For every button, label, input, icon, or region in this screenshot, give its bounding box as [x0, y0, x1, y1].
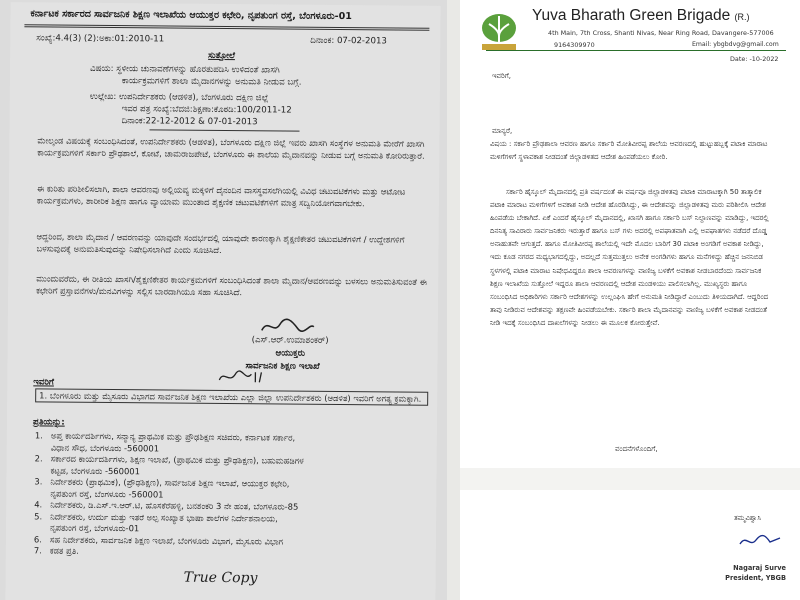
president-signature [738, 532, 782, 550]
list-item: ನೃಪತುಂಗ ರಸ್ತೆ, ಬೆಂಗಳೂರು-01 [49, 522, 140, 534]
org-phone: 9164309970 [554, 41, 595, 49]
signatory-department: ಸಾರ್ವಜನಿಕ ಶಿಕ್ಷಣ ಇಲಾಖೆ [245, 361, 320, 372]
signer-name: Nagaraj Surve [733, 564, 786, 572]
reference-line-3: ದಿನಾಂಕ:22-12-2012 & 07-01-2013 [121, 116, 258, 128]
paragraph-1: ಮೇಲ್ಕಂಡ ವಿಷಯಕ್ಕೆ ಸಂಬಂಧಿಸಿದಂತೆ, ಉಪನಿರ್ದೇಶಕರು (ಆಡಳಿತ), ಬೆಂಗಳೂರು ದಕ್ಷಿಣ ಜಿಲ್ಲೆ ಇವರು ಖಾಸಗಿ ಸಂಸ್ಥೆಗಳ ಅನುಮತಿ ಮೇರೆಗೆ ಖಾಸಗಿ ಕಾರ್ಯಕ್ರಮಗಳಿಗೆ ಸರ್ಕಾರಿ ಪ್ರೌಢಶಾಲೆ, ಕೋಟೆ, ಚಾಮರಾಜಪೇಟೆ, ಬೆಂಗಳೂರು ಈ ಶಾಲೆಯ ಮೈದಾನವನ್ನು ನೀಡುವ ಬಗ್ಗೆ ಅನುಮತಿ ಕೋರಿರುತ್ತಾರೆ. [37, 135, 425, 161]
list-item: 3. ನಿರ್ದೇಶಕರು (ಪ್ರಾಥಮಿಕ), (ಪ್ರೌಢಶಿಕ್ಷಣ), ಸಾರ್ವಜನಿಕ ಶಿಕ್ಷಣ ಇಲಾಖೆ, ಆಯುಕ್ತರ ಕಛೇರಿ, [34, 476, 290, 489]
to-label: ಇವರಿಗೆ [33, 377, 54, 388]
letterhead-rule [486, 50, 786, 51]
list-item: ನೃಪತುಂಗ ರಸ್ತೆ, ಬೆಂಗಳೂರು -560001 [50, 488, 164, 499]
salutation: ಮಾನ್ಯರೆ, [492, 127, 513, 135]
signer-title: President, YBGB [725, 574, 786, 582]
letter-signature-page [460, 490, 800, 600]
list-item: ಕಟ್ಟಡ, ಬೆಂಗಳೂರು -560001 [50, 465, 141, 476]
circular-header: ಕರ್ನಾಟಕ ಸರ್ಕಾರದ ಸಾರ್ವಜನಿಕ ಶಿಕ್ಷಣ ಇಲಾಖೆಯ ಆಯುಕ್ತರ ಕಛೇರಿ, ನೃಪತುಂಗ ರಸ್ತೆ, ಬೆಂಗಳೂರು-01 [30, 8, 352, 23]
subject-line-2: ಕಾರ್ಯಕ್ರಮಗಳಿಗೆ ಶಾಲಾ ಮೈದಾನಗಳನ್ನು ಅನುಮತಿ ನೀಡುವ ಬಗ್ಗೆ. [121, 76, 302, 88]
reference-line-2: ಇವರ ಪತ್ರ ಸಂಖ್ಯೆ:ಬೆದಜಿ:ಶಿಕ್ಷಣಾ:ಕೊಠಡಿ:100/2011-12 [121, 104, 292, 116]
circular-page [5, 2, 440, 600]
reference-number: ಸಂಖ್ಯೆ:4.4(3) (2):ಅಕಾ:01:2010-11 [36, 33, 165, 45]
subject-divider [150, 129, 300, 131]
paragraph-3: ಆದ್ದರಿಂದ, ಶಾಲಾ ಮೈದಾನ / ಆವರಣವನ್ನು ಯಾವುದೇ ಸಂದರ್ಭದಲ್ಲಿ ಯಾವುದೇ ಕಾರಣಕ್ಕಾಗಿ ಶೈಕ್ಷಣಿಕೇತರ ಚಟುವಟಿಕೆಗಳಿಗೆ / ಉದ್ದೇಶಗಳಿಗೆ ಬಳಸುವುದಕ್ಕೆ ಅನುಮತಿಸುವುದನ್ನು ನಿಷೇಧಿಸಲಾಗಿದೆ ಎಂದು ಸೂಚಿಸಿದೆ. [36, 231, 405, 255]
true-copy-handwriting: True Copy [183, 569, 258, 587]
subject-line-1: ವಿಷಯ: ಸ್ಥಳೀಯ ಚುನಾವಣೆಗಳನ್ನು ಹೊರತುಪಡಿಸಿ ಉಳಿದಂತೆ ಖಾಸಗಿ [90, 63, 280, 76]
letter-page [460, 0, 800, 468]
org-address: 4th Main, 7th Cross, Shanti Nivas, Near Ring Road, Davangere-577006 [548, 29, 774, 37]
list-item: ವಿಧಾನ ಸೌಧ, ಬೆಂಗಳೂರು -560001 [50, 442, 160, 453]
list-item: 7. ಕಡತ ಪ್ರತಿ. [33, 545, 79, 556]
copy-label: ಪ್ರತಿಯನ್ನು: [32, 417, 65, 428]
to-line: 1. ಬೆಂಗಳೂರು ಮತ್ತು ಮೈಸೂರು ವಿಭಾಗದ ಸಾರ್ವಜನಿಕ ಶಿಕ್ಷಣ ಇಲಾಖೆಯ ಎಲ್ಲಾ ಜಿಲ್ಲಾ ಉಪನಿರ್ದೇಶಕರು (ಆಡಳಿತ) ಇವರಿಗೆ ಅಗತ್ಯ ಕ್ರಮಕ್ಕಾಗಿ. [35, 388, 428, 405]
initials-signature [215, 368, 275, 387]
thanks-line: ವಂದನೆಗಳೊಂದಿಗೆ, [615, 445, 658, 453]
addressee-label: ಇವರಿಗೆ, [492, 72, 512, 80]
letter-subject: ವಿಷಯ : ಸರ್ಕಾರಿ ಪ್ರೌಢಶಾಲಾ ಆವರಣ ಹಾಗೂ ಸರ್ಕಾರಿ ಮೋತಿವೀರಪ್ಪ ಶಾಲೆಯ ಆವರಣದಲ್ಲಿ ಹುಟ್ಟುಹಬ್ಬಕ್ಕೆ ಪಟಾಕಿ ಮಾರಾಟ ಮಳಿಗೆಗಳಿಗೆ ಸ್ಥಳಾವಕಾಶ ನೀಡದಂತೆ ಜಿಲ್ಲಾಡಳಿತದ ಆದೇಶ ಹಿಂಪಡೆಯಲು ಕೋರಿ. [490, 140, 768, 162]
paragraph-4: ಮುಂದುವರೆದು, ಈ ರೀತಿಯ ಖಾಸಗಿ/ಶೈಕ್ಷಣಿಕೇತರ ಕಾರ್ಯಕ್ರಮಗಳಿಗೆ ಸಂಬಂಧಿಸಿದಂತೆ ಶಾಲಾ ಮೈದಾನ/ಆವರಣವನ್ನು ಬಳಸಲು ಅನುಮತಿಸುವಂತೆ ಈ ಕಛೇರಿಗೆ ಪ್ರಸ್ತಾವನೆಗಳು/ಮನವಿಗಳನ್ನು ಸಲ್ಲಿಸ ಬಾರದಾಗಿಯೂ ಸಹಾ ಸೂಚಿಸಿದೆ. [36, 273, 427, 298]
circular-date: ದಿನಾಂಕ: 07-02-2013 [310, 35, 387, 47]
letter-body: ಸರ್ಕಾರಿ ಹೈಸ್ಕೂಲ್ ಮೈದಾನದಲ್ಲಿ ಪ್ರತಿ ವರ್ಷದಂತೆ ಈ ವರ್ಷವೂ ಜಿಲ್ಲಾಡಳಿತವು ಪಟಾಕಿ ಮಾರಾಟಕ್ಕಾಗಿ 50 ತಾತ್ಕಾಲಿಕ ಪಟಾಕಿ ಮಾರಾಟ ಮಳಿಗೆಗಳಿಗೆ ಅವಕಾಶ ನೀಡಿ ಆದೇಶ ಹೊರಡಿಸಿದ್ದು, ಈ ಆದೇಶವನ್ನು ಜಿಲ್ಲಾಡಳಿತವು ಮರು ಪರಿಶೀಲಿಸಿ ಆದೇಶ ಹಿಂಪಡೆಯ ಬೇಕಾಗಿದೆ. ಏಕೆ ಎಂದರೆ ಹೈಸ್ಕೂಲ್ ಮೈದಾನದಲ್ಲಿ, ಖಾಸಗಿ ಹಾಗೂ ಸರ್ಕಾರಿ ಬಸ್ ನಿಲ್ದಾಣವನ್ನು ಮಾಡಿದ್ದು, ಇದರಲ್ಲಿ ದಿನನಿತ್ಯ ಸಾವಿರಾರು ಸಾರ್ವಜನಿಕರು ಇರುತ್ತಾರೆ ಹಾಗೂ ಬಸ್ ಗಳು ಅದರಲ್ಲಿ ಅಪಘಾತವಾಗಿ ಎಲ್ಲಿ ಅಪಘಾತಗಳು ನಡೆದರೆ ದೊಡ್ಡ ಅನಾಹುತವೇ ಆಗುತ್ತದೆ. ಹಾಗೂ ಮೋತಿವೀರಪ್ಪ ಶಾಲೆಯಲ್ಲಿ ಇದೇ ಮೊದಲ ಬಾರಿಗೆ 30 ಪಟಾಕಿ ಅಂಗಡಿಗೆ ಅವಕಾಶ ನೀಡಿದ್ದು, ಇದು ಕೂಡ ನಗರದ ಮಧ್ಯಭಾಗದಲ್ಲಿದ್ದು, ಅದಲ್ಲದೆ ಸುತ್ತಮುತ್ತಲು ಅನೇಕ ಅಂಗಡಿಗಳು ಹಾಗೂ ಮನೆಗಳಿದ್ದು ಹೆಚ್ಚಿನ ಜನನಿಬಿಡ ಸ್ಥಳಗಳಲ್ಲಿ ಪಟಾಕಿ ಮಾರಾಟ ನಿಷೇಧವಿದ್ದರೂ ಶಾಲಾ ಆವರಣಗಳನ್ನು ವಾಣಿಜ್ಯ ಬಳಕೆಗೆ ಅವಕಾಶ ನೀಡಬಾರದೆಂದು ಸಾರ್ವಜನಿಕ ಶಿಕ್ಷಣ ಇಲಾಖೆಯ ಸುತ್ತೋಲೆ ಇದ್ದರೂ ಶಾಲಾ ಆವರಣದಲ್ಲಿ ಆದೇಶ ಮಂಡಳಿಯು ಪಾಲಿಸಲಾಗಿಲ್ಲ. ಮುಖ್ಯಸ್ಥರು ಹಾಗೂ ಸಂಬಂಧಿಸಿದ ಅಧಿಕಾರಿಗಳು ಸರ್ಕಾರಿ ಆದೇಶಗಳನ್ನು ಉಲ್ಲಂಘಿಸಿ ಹೇಗೆ ಅನುಮತಿ ನೀಡಿದ್ದಾರೆ ಎಂಬುದು ತಿಳಿಯದಾಗಿದೆ. ಆದ್ದರಿಂದ ತಾವು ನೀಡಿರುವ ಆದೇಶವನ್ನು ತಕ್ಷಣವೇ ಹಿಂಪಡೆಯಬೇಕು. ಸರ್ಕಾರಿ ಶಾಲಾ ಮೈದಾನವನ್ನು ವಾಣಿಜ್ಯ ಬಳಕೆಗೆ ಅವಕಾಶ ನೀಡದಂತೆ ನೀಡಿ ಇದಕ್ಕೆ ಸಂಬಂಧಿಸಿದ ದಾಖಲೆಗಳನ್ನು ನೀಡಲು ಈ ಮೂಲಕ ಕೋರುತ್ತೇವೆ. [490, 188, 769, 327]
list-item: 1. ಅಪ್ತ ಕಾರ್ಯದರ್ಶಿಗಳು, ಸನ್ಮಾನ್ಯ ಪ್ರಾಥಮಿಕ ಮತ್ತು ಪ್ರೌಢಶಿಕ್ಷಣ ಸಚಿವರು, ಕರ್ನಾಟಕ ಸರ್ಕಾರ, [34, 430, 296, 443]
org-suffix: (R.) [734, 12, 750, 22]
list-item: 6. ಸಹ ನಿರ್ದೇಶಕರು, ಸಾರ್ವಜನಿಕ ಶಿಕ್ಷಣ ಇಲಾಖೆ, ಬೆಂಗಳೂರು ವಿಭಾಗ, ಮೈಸೂರು ವಿಭಾಗ [33, 533, 284, 547]
org-email: Email: ybgbdvg@gmail.com [692, 41, 779, 48]
signatory-name: (ಎಸ್.ಆರ್.ಉಮಾಶಂಕರ್) [251, 335, 329, 346]
list-item: 2. ಸರ್ಕಾರದ ಕಾರ್ಯದರ್ಶಿಗಳು, ಶಿಕ್ಷಣ ಇಲಾಖೆ, (ಪ್ರಾಥಮಿಕ ಮತ್ತು ಪ್ರೌಢಶಿಕ್ಷಣ), ಬಹುಮಹಡಿಗಳ [34, 453, 304, 466]
signatory-title: ಆಯುಕ್ತರು [275, 348, 306, 359]
paragraph-2: ಈ ಕುರಿತು ಪರಿಶೀಲಿಸಲಾಗಿ, ಶಾಲಾ ಆವರಣವು ಅಲ್ಲಿಯವ್ಯ ಮಕ್ಕಳಿಗೆ ದೈನಂದಿನ ವಾಸಸ್ಥವಸಲೆಗಿಯಲ್ಲಿ ವಿವಿಧ ಚಟುವಟಿಕೆಗಳು ಮತ್ತು ಆಟೋಟ ಕಾರ್ಯಕ್ರಮಗಳು, ಶಾರೀರಿಕ ಶಿಕ್ಷಣ ಹಾಗೂ ವ್ಯಾಯಾಮ ಮುಂತಾದ ಶೈಕ್ಷಣಿಕ ಚಟುವಟಿಕೆಗಳಿಗೆ ಮಾತ್ರ ಸದ್ವಿನಿಯೋಗವಾಗಬೇಕು. [36, 183, 406, 209]
leaf-logo-icon [474, 8, 524, 56]
list-item: 4. ನಿರ್ದೇಶಕರು, ಡಿ.ಎಸ್.ಇ.ಆರ್.ಟಿ, ಹೊಸಕೆರೆಹಳ್ಳಿ, ಬನಶಂಕರಿ 3 ನೇ ಹಂತ, ಬೆಂಗಳೂರು-85 [34, 499, 299, 512]
org-name: Yuva Bharath Green Brigade (R.) [532, 7, 750, 24]
copy-list [34, 430, 435, 560]
list-item: 5. ನಿರ್ದೇಶಕರು, ಉರ್ದು ಮತ್ತು ಇತರೆ ಅಲ್ಪ ಸಂಖ್ಯಾತ ಭಾಷಾ ಶಾಲೆಗಳ ನಿರ್ದೇಶನಾಲಯ, [34, 510, 278, 523]
letter-date: Date: -10-2022 [730, 55, 779, 63]
circular-title: ಸುತ್ತೋಲೆ [208, 50, 236, 62]
sign-off: ತಮ್ಮವಿಶ್ವಾಸಿ [734, 514, 762, 522]
reference-line-1: ಉಲ್ಲೇಖ: ಉಪನಿರ್ದೇಶಕರು (ಆಡಳಿತ), ಬೆಂಗಳೂರು ದಕ್ಷಿಣ ಜಿಲ್ಲೆ [89, 91, 269, 104]
right-document [460, 0, 800, 600]
